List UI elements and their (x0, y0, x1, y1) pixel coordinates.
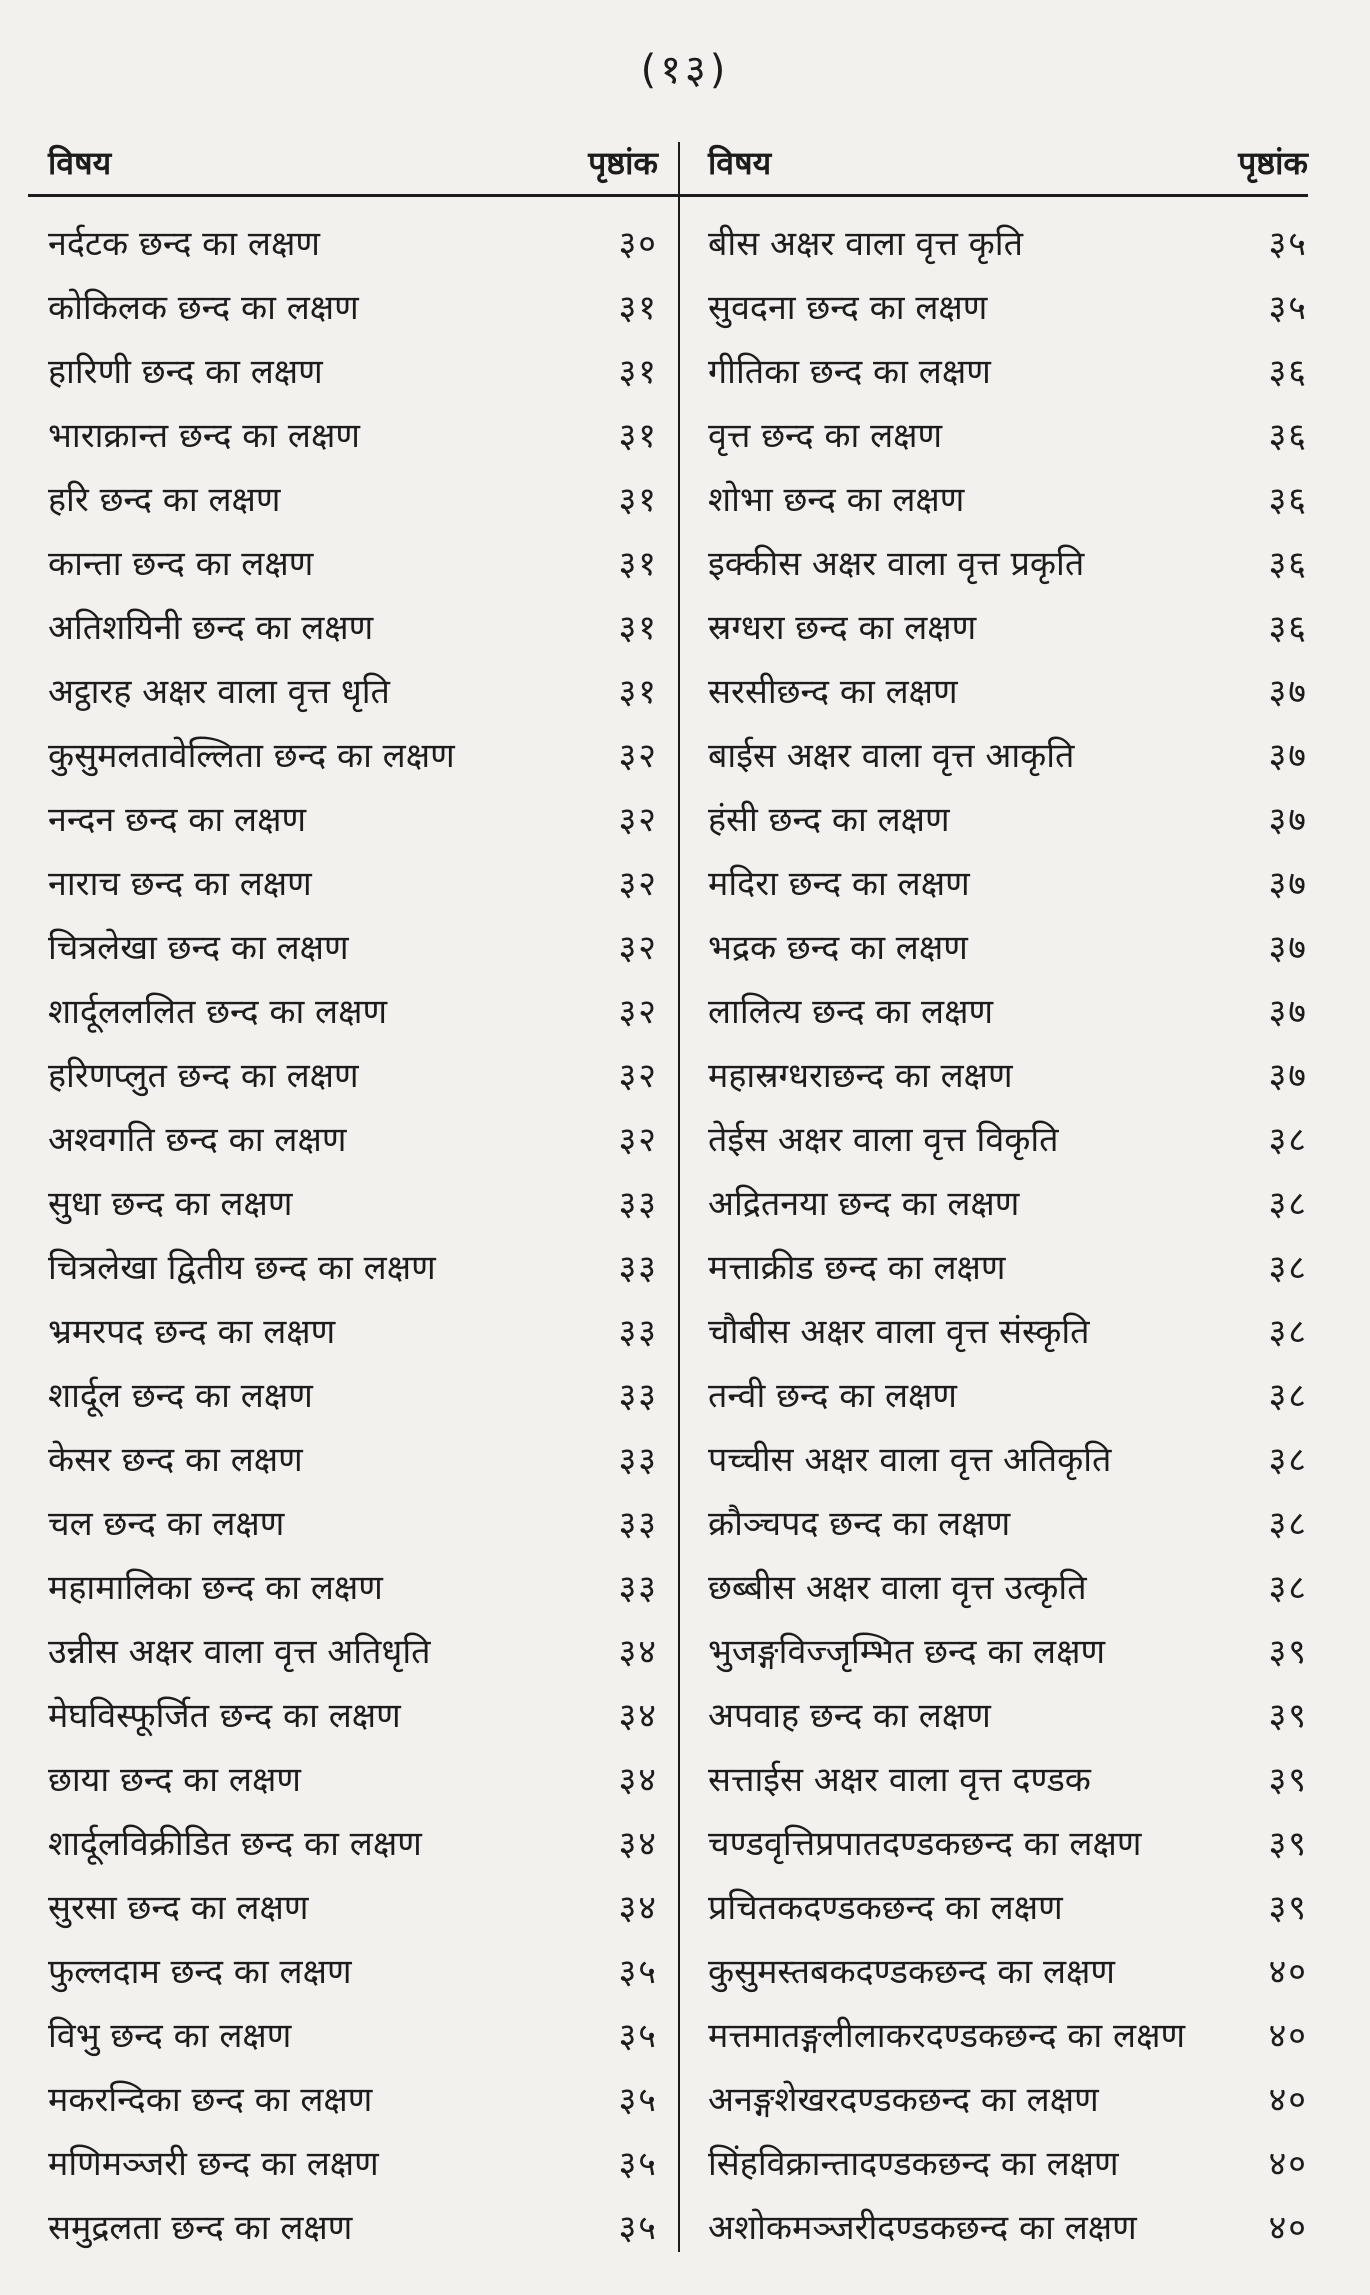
toc-entry (48, 1362, 658, 1426)
entry-title: चित्रलेखा छन्द का लक्षण (48, 928, 349, 968)
toc-entry (708, 1490, 1308, 1554)
toc-entry (48, 978, 658, 1042)
toc-entry (708, 594, 1308, 658)
toc-entry (708, 1874, 1308, 1938)
entry-title: अशोकमञ्जरीदण्डकछन्द का लक्षण (708, 2208, 1137, 2248)
toc-entry (708, 338, 1308, 402)
entry-page: ४० (1268, 2208, 1308, 2248)
column-divider (678, 142, 680, 2252)
entry-title: कुसुमलतावेल्लिता छन्द का लक्षण (48, 736, 455, 776)
entry-page: ३२ (618, 1120, 658, 1160)
toc-entry (48, 1170, 658, 1234)
left-column-header (48, 130, 658, 194)
entry-page: ३६ (1268, 608, 1308, 648)
toc-entry (48, 1298, 658, 1362)
toc-entry (708, 402, 1308, 466)
entry-page: ३८ (1268, 1568, 1308, 1608)
entry-page: ३४ (618, 1632, 658, 1672)
toc-entry (48, 530, 658, 594)
entry-title: बीस अक्षर वाला वृत्त कृति (708, 224, 1023, 264)
entry-title: प्रचितकदण्डकछन्द का लक्षण (708, 1888, 1063, 1928)
entry-page: ३८ (1268, 1184, 1308, 1224)
toc-entry (708, 1618, 1308, 1682)
entry-page: ३३ (618, 1504, 658, 1544)
toc-entry (708, 1298, 1308, 1362)
entry-title: अट्ठारह अक्षर वाला वृत्त धृति (48, 672, 390, 712)
toc-entry (48, 2002, 658, 2066)
entry-page: ३८ (1268, 1248, 1308, 1288)
entry-page: ३६ (1268, 416, 1308, 456)
toc-entry (708, 530, 1308, 594)
entry-page: ३४ (618, 1760, 658, 1800)
entry-page: ४० (1268, 2080, 1308, 2120)
entry-title: अनङ्गशेखरदण्डकछन्द का लक्षण (708, 2080, 1099, 2120)
toc-entry (708, 978, 1308, 1042)
entry-title: छब्बीस अक्षर वाला वृत्त उत्कृति (708, 1568, 1087, 1608)
entry-page: ३८ (1268, 1440, 1308, 1480)
left-column (48, 130, 658, 2258)
entry-page: ४० (1268, 2144, 1308, 2184)
toc-entry (708, 850, 1308, 914)
entry-title: सुरसा छन्द का लक्षण (48, 1888, 309, 1928)
entry-title: हंसी छन्द का लक्षण (708, 800, 950, 840)
page-number: (१३) (640, 47, 730, 93)
toc-entry (708, 1170, 1308, 1234)
toc-entry (48, 1554, 658, 1618)
entry-page: ३४ (618, 1888, 658, 1928)
entry-title: मकरन्दिका छन्द का लक्षण (48, 2080, 373, 2120)
entry-page: ३५ (618, 2208, 658, 2248)
entry-page: ३१ (618, 288, 658, 328)
entry-title: बाईस अक्षर वाला वृत्त आकृति (708, 736, 1075, 776)
toc-entry (708, 2002, 1308, 2066)
entry-page: ३२ (618, 1056, 658, 1096)
entry-title: लालित्य छन्द का लक्षण (708, 992, 994, 1032)
toc-entry (48, 786, 658, 850)
entry-title: चण्डवृत्तिप्रपातदण्डकछन्द का लक्षण (708, 1824, 1142, 1864)
entry-page: ३२ (618, 928, 658, 968)
entry-page: ३१ (618, 544, 658, 584)
toc-entry (708, 1426, 1308, 1490)
toc-entry (708, 1042, 1308, 1106)
entry-title: शार्दूल छन्द का लक्षण (48, 1376, 313, 1416)
toc-entry (708, 722, 1308, 786)
entry-page: ३९ (1268, 1760, 1308, 1800)
entry-title: सत्ताईस अक्षर वाला वृत्त दण्डक (708, 1760, 1091, 1800)
entry-title: कुसुमस्तबकदण्डकछन्द का लक्षण (708, 1952, 1116, 1992)
toc-entry (48, 274, 658, 338)
entry-title: हरिणप्लुत छन्द का लक्षण (48, 1056, 359, 1096)
subject-heading: विषय (708, 143, 772, 182)
entry-title: वृत्त छन्द का लक्षण (708, 416, 943, 456)
toc-entry (48, 1042, 658, 1106)
toc-entry (48, 2194, 658, 2258)
toc-entry (708, 1938, 1308, 2002)
entry-page: ३२ (618, 864, 658, 904)
entry-page: ३१ (618, 480, 658, 520)
entry-title: चित्रलेखा द्वितीय छन्द का लक्षण (48, 1248, 436, 1288)
entry-title: फुल्लदाम छन्द का लक्षण (48, 1952, 352, 1992)
entry-page: ३० (618, 224, 658, 264)
table-of-contents (28, 130, 1308, 2270)
toc-entry (708, 2194, 1308, 2258)
toc-entry (48, 1426, 658, 1490)
entry-title: हरि छन्द का लक्षण (48, 480, 281, 520)
page-heading: पृष्ठांक (588, 143, 658, 182)
toc-entry (48, 1746, 658, 1810)
toc-entry (48, 1810, 658, 1874)
entry-page: ३५ (618, 2080, 658, 2120)
toc-entry (708, 658, 1308, 722)
entry-page: ३५ (1268, 224, 1308, 264)
toc-entry (708, 1810, 1308, 1874)
entry-title: मत्ताक्रीड छन्द का लक्षण (708, 1248, 1006, 1288)
toc-entry (708, 1106, 1308, 1170)
toc-entry (48, 402, 658, 466)
toc-entry (708, 1682, 1308, 1746)
entry-title: चौबीस अक्षर वाला वृत्त संस्कृति (708, 1312, 1090, 1352)
subject-heading: विषय (48, 143, 112, 182)
entry-page: ३५ (618, 1952, 658, 1992)
entry-page: ३३ (618, 1248, 658, 1288)
entry-title: महास्रग्धराछन्द का लक्षण (708, 1056, 1013, 1096)
entry-title: कान्ता छन्द का लक्षण (48, 544, 314, 584)
entry-page: ३७ (1268, 800, 1308, 840)
entry-page: ३९ (1268, 1824, 1308, 1864)
entry-page: ३५ (618, 2144, 658, 2184)
toc-entry (48, 850, 658, 914)
left-entries (48, 210, 658, 2258)
entry-title: हारिणी छन्द का लक्षण (48, 352, 323, 392)
entry-page: ३६ (1268, 352, 1308, 392)
entry-page: ३४ (618, 1696, 658, 1736)
entry-title: अद्रितनया छन्द का लक्षण (708, 1184, 1020, 1224)
entry-title: भुजङ्गविज्जृम्भित छन्द का लक्षण (708, 1632, 1106, 1672)
entry-page: ३४ (618, 1824, 658, 1864)
entry-title: महामालिका छन्द का लक्षण (48, 1568, 383, 1608)
entry-page: ३१ (618, 672, 658, 712)
entry-title: सिंहविक्रान्तादण्डकछन्द का लक्षण (708, 2144, 1119, 2184)
entry-title: छाया छन्द का लक्षण (48, 1760, 301, 1800)
entry-title: नन्दन छन्द का लक्षण (48, 800, 307, 840)
entry-page: ३५ (618, 2016, 658, 2056)
toc-entry (48, 658, 658, 722)
entry-page: ३२ (618, 800, 658, 840)
entry-page: ३८ (1268, 1376, 1308, 1416)
entry-page: ४० (1268, 2016, 1308, 2056)
entry-title: कोकिलक छन्द का लक्षण (48, 288, 359, 328)
toc-entry (48, 1938, 658, 2002)
entry-title: गीतिका छन्द का लक्षण (708, 352, 991, 392)
toc-entry (48, 594, 658, 658)
entry-page: ३३ (618, 1312, 658, 1352)
entry-title: सरसीछन्द का लक्षण (708, 672, 958, 712)
entry-page: ३३ (618, 1440, 658, 1480)
toc-entry (48, 914, 658, 978)
entry-page: ३७ (1268, 928, 1308, 968)
page-heading: पृष्ठांक (1238, 143, 1308, 182)
right-column (708, 130, 1308, 2258)
entry-page: ३८ (1268, 1120, 1308, 1160)
entry-title: शार्दूलललित छन्द का लक्षण (48, 992, 388, 1032)
entry-title: चल छन्द का लक्षण (48, 1504, 285, 1544)
entry-title: सुवदना छन्द का लक्षण (708, 288, 988, 328)
toc-entry (708, 466, 1308, 530)
entry-page: ३१ (618, 352, 658, 392)
toc-entry (708, 1746, 1308, 1810)
entry-title: शोभा छन्द का लक्षण (708, 480, 965, 520)
entry-title: अपवाह छन्द का लक्षण (708, 1696, 991, 1736)
entry-title: सुधा छन्द का लक्षण (48, 1184, 293, 1224)
toc-entry (48, 466, 658, 530)
toc-entry (48, 1682, 658, 1746)
entry-title: भाराक्रान्त छन्द का लक्षण (48, 416, 360, 456)
entry-title: मणिमञ्जरी छन्द का लक्षण (48, 2144, 379, 2184)
entry-title: मेघविस्फूर्जित छन्द का लक्षण (48, 1696, 401, 1736)
entry-title: भद्रक छन्द का लक्षण (708, 928, 968, 968)
toc-entry (48, 338, 658, 402)
entry-title: नर्दटक छन्द का लक्षण (48, 224, 320, 264)
toc-entry (708, 1234, 1308, 1298)
entry-page: ३१ (618, 416, 658, 456)
toc-entry (708, 914, 1308, 978)
entry-page: ३७ (1268, 672, 1308, 712)
entry-title: मदिरा छन्द का लक्षण (708, 864, 970, 904)
toc-entry (48, 1106, 658, 1170)
entry-page: ३९ (1268, 1696, 1308, 1736)
entry-page: ३७ (1268, 736, 1308, 776)
entry-title: समुद्रलता छन्द का लक्षण (48, 2208, 353, 2248)
entry-title: उन्नीस अक्षर वाला वृत्त अतिधृति (48, 1632, 431, 1672)
entry-title: पच्चीस अक्षर वाला वृत्त अतिकृति (708, 1440, 1112, 1480)
toc-entry (48, 2066, 658, 2130)
entry-page: ४० (1268, 1952, 1308, 1992)
entry-title: अश्वगति छन्द का लक्षण (48, 1120, 347, 1160)
toc-entry (48, 722, 658, 786)
entry-title: केसर छन्द का लक्षण (48, 1440, 303, 1480)
entry-title: शार्दूलविक्रीडित छन्द का लक्षण (48, 1824, 422, 1864)
entry-page: ३९ (1268, 1632, 1308, 1672)
entry-page: ३२ (618, 736, 658, 776)
toc-entry (48, 210, 658, 274)
entry-page: ३३ (618, 1376, 658, 1416)
entry-title: मत्तमातङ्गलीलाकरदण्डकछन्द का लक्षण (708, 2016, 1186, 2056)
toc-entry (708, 2066, 1308, 2130)
toc-entry (48, 2130, 658, 2194)
toc-entry (48, 1490, 658, 1554)
entry-title: भ्रमरपद छन्द का लक्षण (48, 1312, 336, 1352)
entry-page: ३३ (618, 1184, 658, 1224)
entry-title: अतिशयिनी छन्द का लक्षण (48, 608, 374, 648)
toc-entry (48, 1618, 658, 1682)
entry-page: ३६ (1268, 544, 1308, 584)
entry-title: तेईस अक्षर वाला वृत्त विकृति (708, 1120, 1059, 1160)
toc-entry (708, 210, 1308, 274)
entry-title: तन्वी छन्द का लक्षण (708, 1376, 958, 1416)
toc-entry (48, 1874, 658, 1938)
toc-entry (708, 786, 1308, 850)
entry-page: ३७ (1268, 992, 1308, 1032)
right-column-header (708, 130, 1308, 194)
entry-title: नाराच छन्द का लक्षण (48, 864, 312, 904)
entry-title: स्रग्धरा छन्द का लक्षण (708, 608, 977, 648)
toc-entry (708, 2130, 1308, 2194)
entry-page: ३३ (618, 1568, 658, 1608)
entry-page: ३९ (1268, 1888, 1308, 1928)
entry-page: ३७ (1268, 1056, 1308, 1096)
entry-page: ३१ (618, 608, 658, 648)
entry-page: ३७ (1268, 864, 1308, 904)
entry-page: ३५ (1268, 288, 1308, 328)
toc-entry (708, 1362, 1308, 1426)
entry-page: ३८ (1268, 1504, 1308, 1544)
toc-entry (708, 274, 1308, 338)
entry-title: इक्कीस अक्षर वाला वृत्त प्रकृति (708, 544, 1085, 584)
entry-page: ३८ (1268, 1312, 1308, 1352)
entry-page: ३६ (1268, 480, 1308, 520)
entry-title: क्रौञ्चपद छन्द का लक्षण (708, 1504, 1011, 1544)
toc-entry (708, 1554, 1308, 1618)
toc-entry (48, 1234, 658, 1298)
entry-title: विभु छन्द का लक्षण (48, 2016, 292, 2056)
entry-page: ३२ (618, 992, 658, 1032)
right-entries (708, 210, 1308, 2258)
